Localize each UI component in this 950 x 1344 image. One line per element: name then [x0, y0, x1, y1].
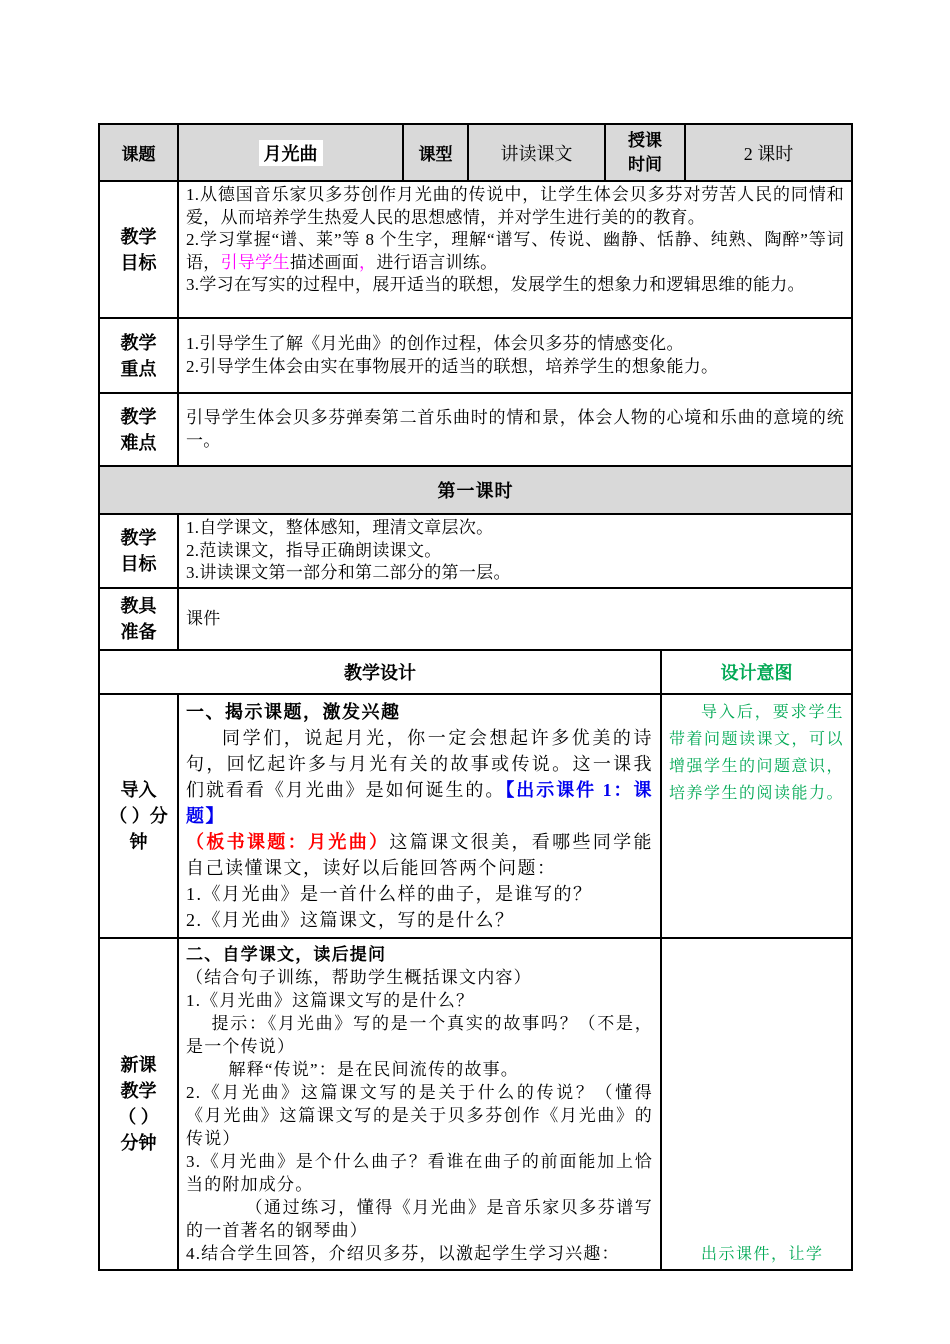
intro-label-line3: 钟 [129, 832, 148, 852]
intro-paragraph [186, 725, 653, 881]
design-header-left-cell [100, 651, 660, 693]
intro-heading: 一、揭示课题，激发兴趣 [186, 702, 401, 722]
intro-para2: 这篇课文很美，看哪些同学能自己读懂课文，读好以后能回答两个问题： [186, 832, 654, 878]
objectives-content-cell [177, 182, 851, 317]
new-lesson-row [100, 937, 851, 1269]
objective-2-post: 进行语言训练。 [376, 252, 498, 272]
intro-label-cell [100, 695, 177, 937]
intro-label-line2: （ ）分 [109, 806, 168, 826]
session-objective-item-2: 2.范读课文，指导正确朗读课文。 [186, 540, 442, 560]
time-label-line2: 时间 [628, 154, 662, 174]
subject-label-cell [100, 125, 177, 180]
new-lesson-label-line2: 教学 [120, 1081, 157, 1101]
new-lesson-question-1: 1.《月光曲》这篇课文写的是什么？ [186, 991, 475, 1010]
type-label-cell [402, 125, 467, 180]
key-point-item-2: 2.引导学生体会由实在事物展开的适当的联想，培养学生的想象能力。 [186, 356, 719, 376]
intro-para1: 同学们，说起月光，你一定会想起许多优美的诗句，回忆起许多与月光有关的故事或传说。这一课我们就看看《月光曲》是如何诞生的。 [186, 728, 653, 800]
teaching-aids-row [100, 587, 851, 649]
session-objective-item-3: 3.讲读课文第一部分和第二部分的第一层。 [186, 563, 511, 583]
design-header-right-cell [660, 651, 851, 693]
objective-item-1: 1.从德国音乐家贝多芬创作月光曲的传说中，让学生体会贝多芬对劳苦人民的同情和爱，从而培养学生热爱人民的思想感情，并对学生进行美的的教育。 [186, 185, 844, 227]
difficulties-label-cell [100, 394, 177, 465]
new-lesson-label-line3: （ ） [118, 1107, 159, 1127]
difficulties-content-cell [177, 394, 851, 465]
new-lesson-question-3: 3.《月光曲》是个什么曲子？看谁在曲子的前面能加上恰当的附加成分。 [186, 1152, 653, 1194]
type-value: 讲读课文 [500, 143, 573, 164]
key-points-content-cell [177, 319, 851, 392]
teaching-aids-text: 课件 [186, 608, 221, 628]
objective-2-mid: 描述画面 [289, 252, 360, 272]
objective-2-magenta-comma: ， [359, 252, 377, 272]
time-label-line1: 授课 [628, 130, 662, 150]
new-lesson-content-cell [177, 939, 660, 1269]
intro-intent-cell [660, 695, 851, 937]
key-points-row [100, 317, 851, 392]
key-points-label-cell [100, 319, 177, 392]
objective-item-2 [186, 229, 844, 274]
objective-2-magenta: 引导学生 [220, 252, 290, 272]
objective-2-pre: 2.学习掌握“谱、莱”等 8 个生字，理解“谱写、传说、幽静、恬静、纯熟、陶醉”等词语， [186, 230, 844, 272]
difficulties-label-line2: 难点 [120, 432, 157, 453]
objectives-row [100, 180, 851, 317]
new-lesson-note: （结合句子训练，帮助学生概括课文内容） [186, 968, 532, 987]
lesson-title-cell [177, 125, 402, 180]
design-header-left: 教学设计 [344, 663, 416, 683]
teaching-aids-label-cell [100, 589, 177, 649]
type-label: 课型 [418, 145, 453, 164]
new-lesson-label-line1: 新课 [120, 1055, 157, 1075]
new-lesson-intent-cell [660, 939, 851, 1269]
design-header-row [100, 649, 851, 693]
duration-value: 2 课时 [743, 143, 794, 164]
new-lesson-q1-explain: 解释“传说”：是在民间流传的故事。 [228, 1060, 519, 1079]
intro-question-1: 1.《月光曲》是一首什么样的曲子，是谁写的？ [186, 884, 593, 904]
session-objectives-label-line2: 目标 [120, 554, 157, 574]
duration-cell [684, 125, 851, 180]
intro-question-2: 2.《月光曲》这篇课文，写的是什么？ [186, 910, 515, 930]
difficulties-text: 引导学生体会贝多芬弹奏第二首乐曲时的情和景，体会人物的心境和乐曲的意境的统一。 [186, 408, 844, 450]
subject-label: 课题 [121, 145, 156, 164]
intro-label-line1: 导入 [120, 780, 157, 800]
intro-intent-text: 导入后，要求学生带着问题读课文，可以增强学生的问题意识，培养学生的阅读能力。 [669, 704, 845, 802]
objectives-label-line2: 目标 [120, 252, 157, 273]
session-banner-text: 第一课时 [437, 481, 514, 501]
objective-item-3: 3.学习在写实的过程中，展开适当的联想，发展学生的想象力和逻辑思维的能力。 [186, 275, 805, 294]
session-objective-item-1: 1.自学课文，整体感知，理清文章层次。 [186, 518, 494, 538]
session-banner-cell [100, 467, 851, 513]
session-objectives-label-cell [100, 515, 177, 587]
session-objectives-row [100, 513, 851, 587]
new-lesson-q1-hint: 提示：《月光曲》写的是一个真实的故事吗？（不是，是一个传说） [186, 1014, 653, 1056]
header-row [100, 125, 851, 180]
teaching-aids-label-line2: 准备 [120, 622, 157, 642]
board-cue: （板书课题：月光曲） [186, 832, 390, 852]
type-value-cell [467, 125, 604, 180]
key-points-label-line2: 重点 [120, 358, 157, 379]
intro-content-cell [177, 695, 660, 937]
lesson-title: 月光曲 [259, 140, 323, 166]
session-banner-row [100, 465, 851, 513]
objectives-label-line1: 教学 [120, 226, 157, 247]
time-label-cell [604, 125, 684, 180]
new-lesson-question-2: 2.《月光曲》这篇课文写的是关于什么的传说？（懂得《月光曲》这篇课文写的是关于贝多芬创作《月光曲》的传说） [186, 1083, 653, 1148]
new-lesson-q3-answer: （通过练习，懂得《月光曲》是音乐家贝多芬谱写的一首著名的钢琴曲） [186, 1198, 653, 1240]
objectives-label-cell [100, 182, 177, 317]
difficulties-row [100, 392, 851, 465]
key-point-item-1: 1.引导学生了解《月光曲》的创作过程，体会贝多芬的情感变化。 [186, 334, 684, 353]
new-lesson-intent-text: 出示课件，让学 [701, 1246, 824, 1263]
new-lesson-label-line4: 分钟 [120, 1133, 157, 1153]
new-lesson-heading: 二、自学课文，读后提问 [186, 945, 387, 964]
design-header-right: 设计意图 [720, 663, 793, 683]
key-points-label-line1: 教学 [120, 332, 157, 353]
intro-row [100, 693, 851, 937]
teaching-aids-content-cell [177, 589, 851, 649]
courseware-cue: 【出示课件 1：课题】 [186, 780, 654, 826]
lesson-plan-table [98, 123, 853, 1271]
session-objectives-content-cell [177, 515, 851, 587]
new-lesson-question-4: 4.结合学生回答，介绍贝多芬，以激起学生学习兴趣： [186, 1244, 620, 1263]
difficulties-label-line1: 教学 [120, 406, 157, 427]
teaching-aids-label-line1: 教具 [120, 596, 157, 616]
new-lesson-label-cell [100, 939, 177, 1269]
session-objectives-label-line1: 教学 [120, 528, 157, 548]
